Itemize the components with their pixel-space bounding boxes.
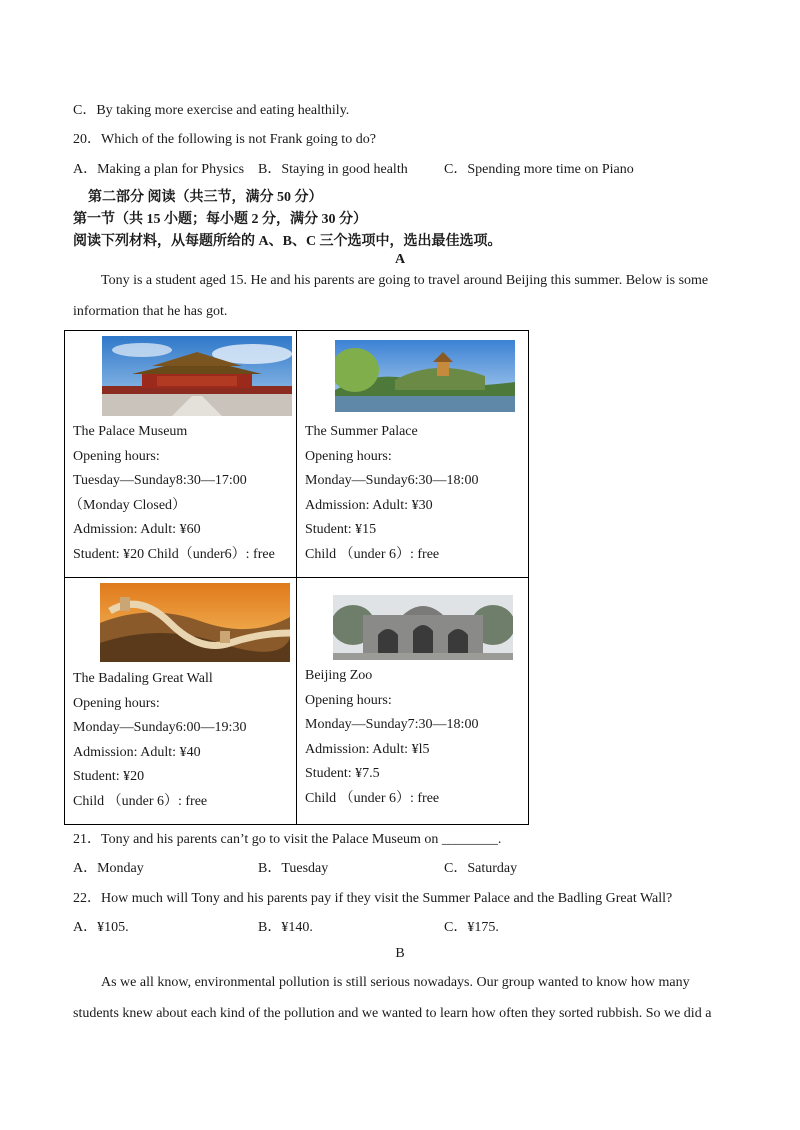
great-wall-image bbox=[100, 583, 290, 662]
opening-hours-label: Opening hours: bbox=[73, 448, 160, 464]
section-header: 第一节（共 15 小题；每小题 2 分，满分 30 分） bbox=[73, 212, 367, 227]
passage-b-line2: students knew about each kind of the pollution and we wanted to learn how often they sorted rubbish. So we did a bbox=[73, 1006, 712, 1021]
adult-admission: Admission: Adult: ¥40 bbox=[73, 744, 201, 760]
passage-a-intro-line2: information that he has got. bbox=[73, 304, 228, 319]
child-admission: Child （under 6）: free bbox=[305, 790, 440, 806]
attraction-cell-beijing-zoo bbox=[297, 578, 529, 825]
q19-option-c: C．By taking more exercise and eating healthily. bbox=[73, 103, 350, 118]
attraction-cell-palace-museum bbox=[65, 331, 297, 578]
passage-a-letter: A bbox=[394, 252, 406, 267]
student-admission: Student: ¥20 bbox=[73, 769, 145, 784]
opening-hours: Monday—Sunday6:30—18:00 bbox=[305, 473, 479, 488]
closed-note: （Monday Closed） bbox=[69, 497, 187, 513]
adult-admission: Admission: Adult: ¥60 bbox=[73, 522, 201, 537]
opening-hours-label: Opening hours: bbox=[305, 692, 392, 708]
q22-question: 22．How much will Tony and his parents pay if they visit the Summer Palace and the Badling Great Wall? bbox=[73, 891, 673, 906]
q22-option-c: C．¥175. bbox=[444, 920, 499, 935]
summer-palace-image bbox=[335, 340, 515, 412]
student-admission: Student: ¥7.5 bbox=[305, 766, 380, 781]
beijing-zoo-image bbox=[333, 595, 513, 660]
opening-hours: Monday—Sunday7:30—18:00 bbox=[305, 717, 479, 732]
q22-option-a: A．¥105. bbox=[73, 920, 129, 935]
palace-museum-image bbox=[102, 336, 292, 416]
q20-option-b: B．Staying in good health bbox=[258, 162, 408, 177]
part-header: 第二部分 阅读（共三节，满分 50 分） bbox=[88, 190, 323, 205]
q20-option-a: A．Making a plan for Physics bbox=[73, 162, 245, 177]
child-admission: Child （under 6）: free bbox=[305, 546, 440, 562]
q21-option-c: C．Saturday bbox=[444, 861, 518, 876]
student-admission: Student: ¥15 bbox=[305, 522, 377, 537]
section-instruction: 阅读下列材料，从每题所给的 A、B、C 三个选项中，选出最佳选项。 bbox=[73, 234, 502, 249]
opening-hours-label: Opening hours: bbox=[73, 695, 160, 711]
q21-option-a: A．Monday bbox=[73, 861, 144, 876]
passage-a-intro-line1: Tony is a student aged 15. He and his parents are going to travel around Beijing this summer. Below is some bbox=[101, 273, 709, 288]
passage-b-letter: B bbox=[395, 946, 405, 961]
attraction-name: The Palace Museum bbox=[73, 424, 188, 439]
adult-admission: Admission: Adult: ¥30 bbox=[305, 497, 433, 513]
q21-question: 21．Tony and his parents can’t go to visit the Palace Museum on ________. bbox=[73, 832, 502, 847]
child-admission: Child （under 6）: free bbox=[73, 793, 208, 809]
attraction-cell-summer-palace bbox=[297, 331, 529, 578]
attraction-cell-great-wall bbox=[65, 578, 297, 825]
attraction-name: The Summer Palace bbox=[305, 424, 418, 439]
q22-option-b: B．¥140. bbox=[258, 920, 313, 935]
attraction-name: Beijing Zoo bbox=[305, 668, 373, 683]
student-child-admission: Student: ¥20 Child（under6）: free bbox=[73, 546, 275, 562]
attraction-name: The Badaling Great Wall bbox=[73, 671, 213, 686]
opening-hours: Monday—Sunday6:00—19:30 bbox=[73, 720, 247, 735]
adult-admission: Admission: Adult: ¥l5 bbox=[305, 741, 430, 757]
opening-hours-label: Opening hours: bbox=[305, 448, 392, 464]
q21-option-b: B．Tuesday bbox=[258, 861, 329, 876]
opening-hours: Tuesday—Sunday8:30—17:00 bbox=[73, 473, 247, 488]
q20-question: 20．Which of the following is not Frank going to do? bbox=[73, 132, 376, 147]
q20-option-c: C．Spending more time on Piano bbox=[444, 162, 634, 177]
passage-b-line1: As we all know, environmental pollution is still serious nowadays. Our group wanted to know how many bbox=[101, 975, 690, 990]
attractions-table bbox=[64, 330, 529, 825]
